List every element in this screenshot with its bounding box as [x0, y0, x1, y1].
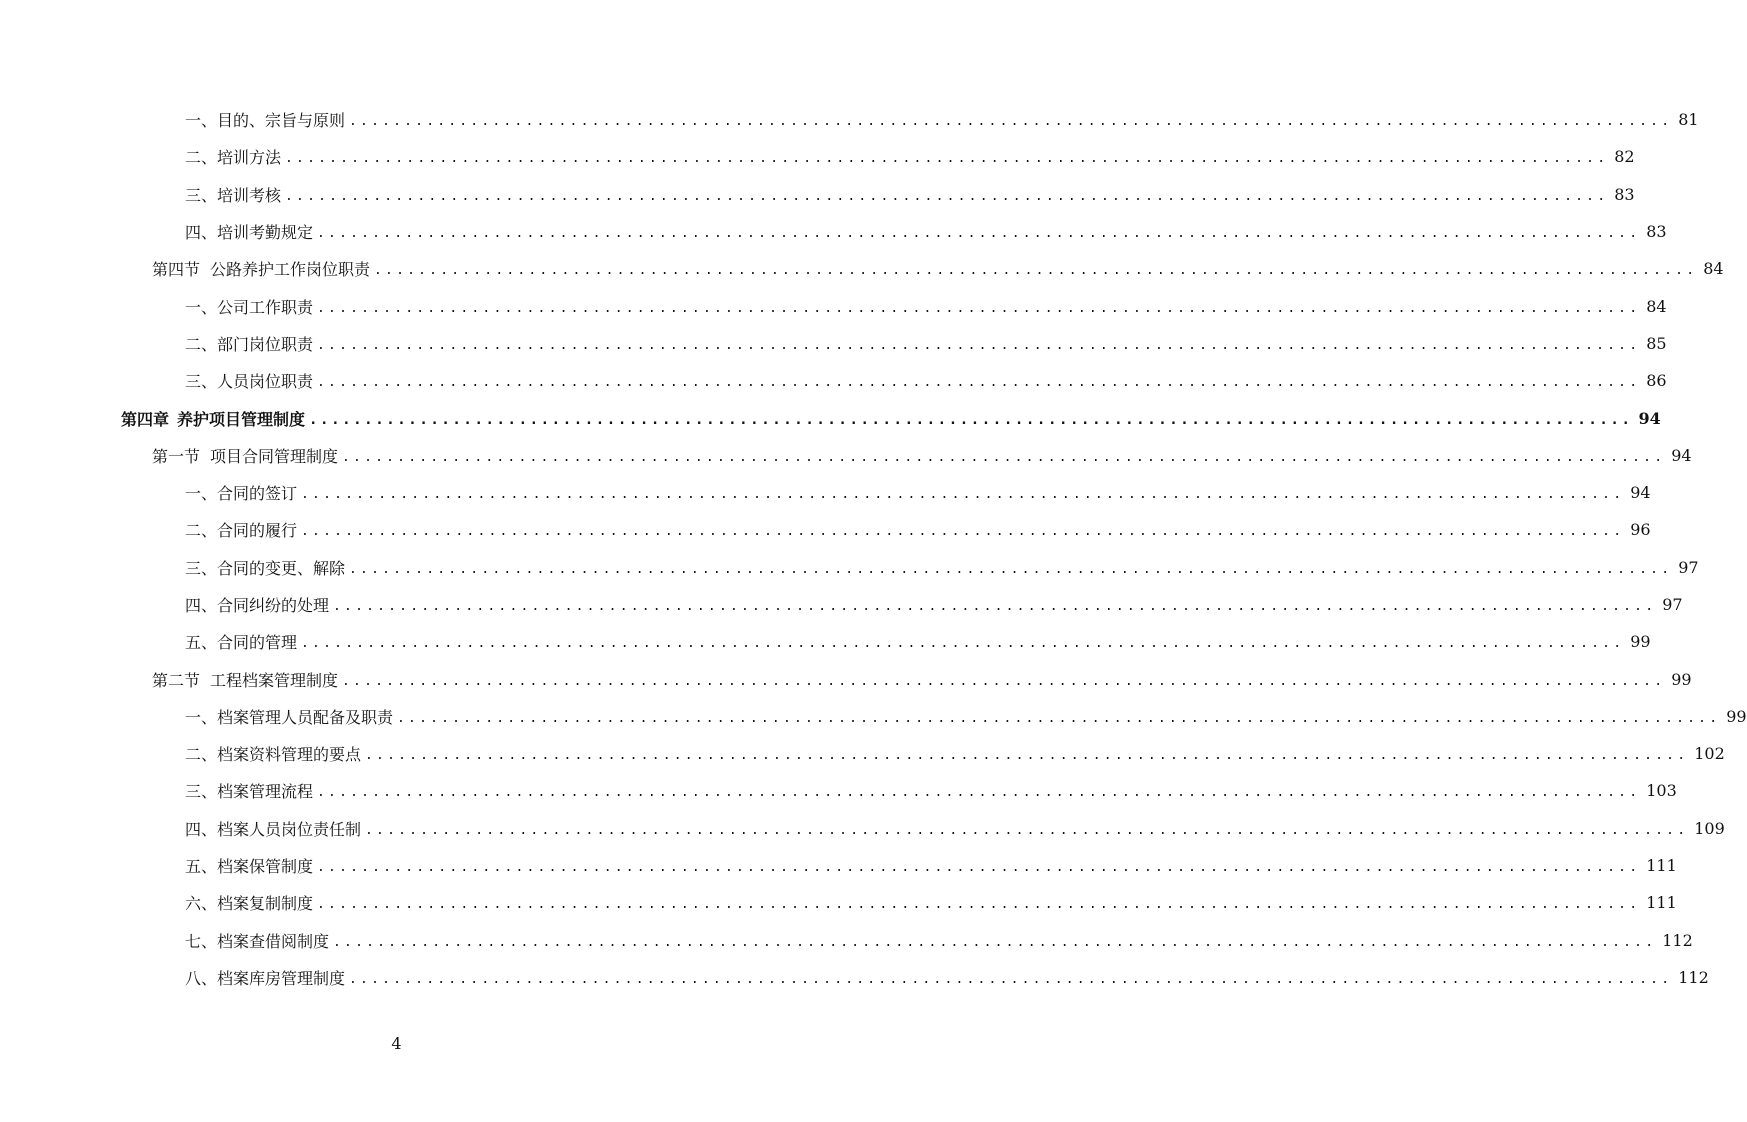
toc-entry-number: 第二节: [152, 670, 201, 690]
toc-subsection-entry[interactable]: [0, 959, 1709, 996]
toc-section-entry[interactable]: [0, 250, 1724, 287]
toc-subsection-entry[interactable]: [0, 474, 1651, 511]
toc-subsection-entry[interactable]: [0, 101, 1699, 138]
toc-page-number: 86: [1646, 371, 1667, 391]
toc-page-number: 99: [1726, 706, 1747, 726]
toc-entry-text: 公路养护工作岗位职责: [210, 260, 371, 280]
toc-entry-text: 五、合同的管理: [185, 633, 298, 653]
toc-page-number: 85: [1646, 333, 1667, 353]
toc-entry-title: [185, 183, 281, 206]
toc-entry-title: [185, 817, 361, 840]
toc-dot-leader: ........................................................................................................................: [333, 599, 1657, 614]
toc-subsection-entry[interactable]: [0, 213, 1667, 250]
toc-subsection-entry[interactable]: [0, 847, 1677, 884]
toc-page-number: 83: [1614, 184, 1635, 204]
toc-entry-text: 七、档案查借阅制度: [185, 931, 330, 951]
toc-entry-text: 二、部门岗位职责: [185, 334, 314, 354]
toc-entry-title: [152, 257, 370, 280]
toc-entry-title: [152, 668, 338, 691]
toc-dot-leader: ........................................................................................................................: [317, 300, 1641, 316]
toc-section-entry[interactable]: [0, 660, 1692, 697]
toc-dot-leader: ........................................................................................................................: [317, 897, 1641, 913]
toc-page-number: 102: [1694, 744, 1725, 764]
toc-dot-leader: ........................................................................................................................: [317, 375, 1641, 391]
toc-dot-leader: ........................................................................................................................: [309, 412, 1633, 429]
toc-dot-leader: ........................................................................................................................: [349, 114, 1673, 130]
toc-dot-leader: ........................................................................................................................: [342, 449, 1666, 465]
toc-subsection-entry[interactable]: [0, 884, 1677, 921]
toc-entry-title: [121, 407, 305, 430]
toc-entry-title: [185, 481, 297, 504]
toc-entry-text: 二、培训方法: [185, 148, 282, 168]
toc-page-number: 111: [1646, 856, 1677, 876]
toc-entry-title: [185, 705, 393, 728]
toc-entry-text: 一、合同的签订: [185, 484, 298, 504]
toc-dot-leader: ........................................................................................................................: [365, 748, 1689, 764]
toc-page-number: 96: [1630, 520, 1651, 540]
toc-entry-text: 项目合同管理制度: [210, 446, 339, 466]
toc-entry-text: 二、档案资料管理的要点: [185, 745, 362, 765]
toc-subsection-entry[interactable]: [0, 362, 1667, 399]
toc-entry-title: [185, 929, 329, 952]
toc-page-number: 81: [1678, 110, 1699, 130]
toc-page-number: 83: [1646, 222, 1667, 242]
toc-subsection-entry[interactable]: [0, 735, 1725, 772]
toc-chapter-entry[interactable]: [0, 399, 1661, 436]
toc-page-number: 97: [1678, 557, 1699, 577]
toc-entry-text: 六、档案复制制度: [185, 894, 314, 914]
toc-entry-text: 八、档案库房管理制度: [185, 968, 346, 988]
toc-entry-text: 五、档案保管制度: [185, 857, 314, 877]
toc-dot-leader: ........................................................................................................................: [301, 636, 1625, 652]
toc-dot-leader: ........................................................................................................................: [317, 860, 1641, 876]
toc-page-number: 84: [1646, 296, 1667, 316]
toc-entry-title: [185, 332, 313, 355]
toc-page-number: 94: [1638, 408, 1661, 428]
toc-page-number: 84: [1703, 259, 1724, 279]
toc-dot-leader: ........................................................................................................................: [333, 934, 1657, 950]
toc-subsection-entry[interactable]: [0, 586, 1683, 623]
toc-entry-text: 养护项目管理制度: [177, 409, 306, 429]
toc-page-number: 99: [1671, 669, 1692, 689]
toc-page-number: 111: [1646, 893, 1677, 913]
toc-entry-text: 四、档案人员岗位责任制: [185, 819, 362, 839]
toc-page-number: 109: [1694, 818, 1725, 838]
toc-subsection-entry[interactable]: [0, 549, 1699, 586]
toc-page-number: 82: [1614, 147, 1635, 167]
toc-subsection-entry[interactable]: [0, 325, 1667, 362]
toc-subsection-entry[interactable]: [0, 698, 1747, 735]
toc-entry-title: [185, 630, 297, 653]
toc-page-number: 112: [1678, 967, 1709, 987]
toc-dot-leader: ........................................................................................................................: [285, 188, 1609, 204]
toc-dot-leader: ........................................................................................................................: [285, 151, 1609, 167]
toc-subsection-entry[interactable]: [0, 511, 1651, 548]
toc-page-number: 94: [1630, 483, 1651, 503]
toc-page-number: 103: [1646, 781, 1677, 801]
toc-entry-text: 一、公司工作职责: [185, 297, 314, 317]
toc-entry-text: 三、合同的变更、解除: [185, 558, 346, 578]
toc-entry-number: 第一节: [152, 446, 201, 466]
toc-entry-text: 一、档案管理人员配备及职责: [185, 707, 394, 727]
toc-entry-title: [185, 295, 313, 318]
toc-subsection-entry[interactable]: [0, 772, 1677, 809]
toc-entry-title: [185, 779, 313, 802]
toc-dot-leader: ........................................................................................................................: [365, 822, 1689, 838]
toc-entry-text: 三、人员岗位职责: [185, 372, 314, 392]
toc-subsection-entry[interactable]: [0, 138, 1635, 175]
toc-section-entry[interactable]: [0, 437, 1692, 474]
toc-dot-leader: ........................................................................................................................: [301, 524, 1625, 540]
toc-page-number: 94: [1671, 445, 1692, 465]
toc-entry-text: 一、目的、宗旨与原则: [185, 111, 346, 131]
toc-subsection-entry[interactable]: [0, 810, 1725, 847]
toc-entry-title: [185, 518, 297, 541]
toc-subsection-entry[interactable]: [0, 176, 1635, 213]
toc-page-number: 99: [1630, 632, 1651, 652]
toc-subsection-entry[interactable]: [0, 922, 1693, 959]
toc-entry-title: [185, 556, 345, 579]
toc-entry-title: [152, 444, 338, 467]
toc-dot-leader: ........................................................................................................................: [317, 785, 1641, 801]
toc-entry-text: 二、合同的履行: [185, 521, 298, 541]
toc-page-number: 97: [1662, 595, 1683, 614]
toc-entry-text: 三、档案管理流程: [185, 782, 314, 802]
toc-dot-leader: ........................................................................................................................: [349, 561, 1673, 577]
toc-dot-leader: ........................................................................................................................: [301, 487, 1625, 503]
toc-entry-text: 三、培训考核: [185, 185, 282, 205]
toc-entry-title: [185, 742, 361, 765]
toc-entry-text: 工程档案管理制度: [210, 670, 339, 690]
toc-entry-title: [185, 220, 313, 243]
toc-entry-title: [185, 108, 345, 131]
toc-entry-title: [185, 145, 281, 168]
toc-dot-leader: ........................................................................................................................: [317, 337, 1641, 353]
toc-dot-leader: ........................................................................................................................: [397, 710, 1721, 726]
toc-dot-leader: ........................................................................................................................: [374, 263, 1698, 279]
toc-page-number: 112: [1662, 930, 1693, 950]
toc-entry-text: 四、培训考勤规定: [185, 223, 314, 243]
page-number: 4: [391, 1034, 402, 1053]
toc-entry-text: 四、合同纠纷的处理: [185, 596, 330, 615]
toc-dot-leader: ........................................................................................................................: [342, 673, 1666, 689]
toc-dot-leader: ........................................................................................................................: [349, 971, 1673, 987]
toc-entry-title: [185, 593, 329, 616]
toc-subsection-entry[interactable]: [0, 623, 1651, 660]
table-of-contents: [0, 101, 1747, 996]
toc-subsection-entry[interactable]: [0, 287, 1667, 324]
toc-dot-leader: ........................................................................................................................: [317, 226, 1641, 242]
toc-entry-title: [185, 966, 345, 989]
toc-entry-title: [185, 369, 313, 392]
toc-entry-number: 第四章: [121, 409, 170, 429]
toc-entry-title: [185, 854, 313, 877]
toc-entry-title: [185, 891, 313, 914]
toc-entry-number: 第四节: [152, 260, 201, 280]
